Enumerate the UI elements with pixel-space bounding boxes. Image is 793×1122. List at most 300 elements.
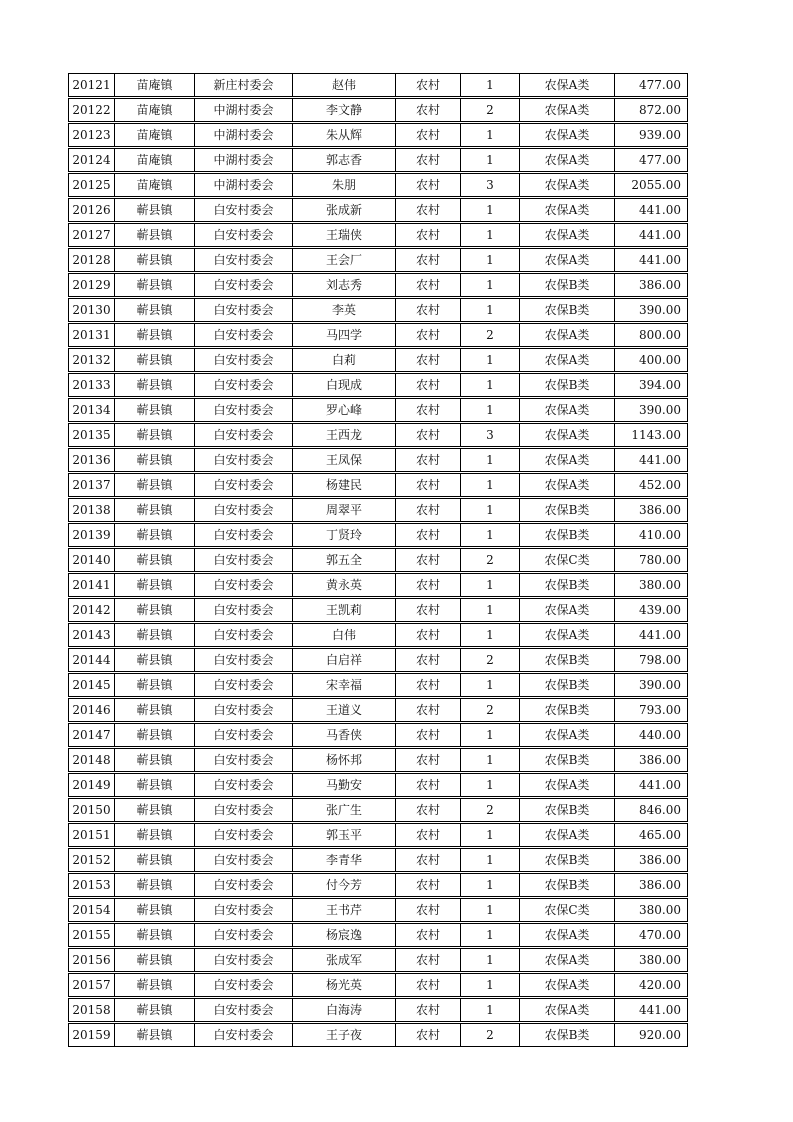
cell-person-name: 周翠平 (293, 499, 396, 521)
cell-residence-type: 农村 (396, 1024, 461, 1046)
table-row (68, 948, 688, 972)
cell-village-committee: 白安村委会 (195, 524, 293, 546)
table-row (68, 873, 688, 897)
cell-record-id: 20137 (69, 474, 115, 496)
cell-person-name: 黄永英 (293, 574, 396, 596)
cell-record-id: 20151 (69, 824, 115, 846)
cell-amount: 386.00 (639, 278, 681, 292)
table-row (68, 748, 688, 772)
cell-town: 蕲县镇 (115, 474, 195, 496)
cell-record-id: 20125 (69, 174, 115, 196)
cell-village-committee: 白安村委会 (195, 824, 293, 846)
cell-record-id: 20124 (69, 149, 115, 171)
cell-insured-count: 1 (461, 574, 520, 596)
cell-town: 蕲县镇 (115, 774, 195, 796)
table-row (68, 423, 688, 447)
cell-amount: 390.00 (639, 403, 681, 417)
cell-record-id: 20134 (69, 399, 115, 421)
cell-person-name: 张成新 (293, 199, 396, 221)
table-row (68, 373, 688, 397)
cell-insurance-class: 农保A类 (520, 249, 615, 271)
cell-record-id: 20135 (69, 424, 115, 446)
table-row (68, 798, 688, 822)
cell-village-committee: 新庄村委会 (195, 74, 293, 96)
cell-town: 蕲县镇 (115, 699, 195, 721)
table-row (68, 898, 688, 922)
cell-village-committee: 中湖村委会 (195, 149, 293, 171)
cell-town: 蕲县镇 (115, 849, 195, 871)
cell-residence-type: 农村 (396, 249, 461, 271)
cell-person-name: 王瑞侠 (293, 224, 396, 246)
cell-insured-count: 2 (461, 99, 520, 121)
cell-record-id: 20128 (69, 249, 115, 271)
cell-town: 苗庵镇 (115, 149, 195, 171)
cell-village-committee: 白安村委会 (195, 199, 293, 221)
cell-person-name: 郭玉平 (293, 824, 396, 846)
cell-amount: 386.00 (639, 878, 681, 892)
cell-insurance-class: 农保A类 (520, 424, 615, 446)
cell-residence-type: 农村 (396, 624, 461, 646)
cell-insurance-class: 农保A类 (520, 974, 615, 996)
cell-village-committee: 白安村委会 (195, 974, 293, 996)
cell-insurance-class: 农保B类 (520, 799, 615, 821)
cell-amount: 441.00 (639, 253, 681, 267)
cell-insured-count: 1 (461, 874, 520, 896)
table-row (68, 448, 688, 472)
cell-record-id: 20156 (69, 949, 115, 971)
cell-person-name: 朱朋 (293, 174, 396, 196)
cell-insured-count: 1 (461, 349, 520, 371)
table-row (68, 348, 688, 372)
cell-insured-count: 1 (461, 599, 520, 621)
cell-residence-type: 农村 (396, 999, 461, 1021)
cell-village-committee: 白安村委会 (195, 999, 293, 1021)
cell-village-committee: 白安村委会 (195, 499, 293, 521)
cell-insured-count: 1 (461, 924, 520, 946)
cell-record-id: 20146 (69, 699, 115, 721)
cell-person-name: 杨怀邦 (293, 749, 396, 771)
cell-town: 蕲县镇 (115, 574, 195, 596)
cell-amount: 846.00 (639, 803, 681, 817)
cell-insured-count: 1 (461, 849, 520, 871)
cell-insurance-class: 农保A类 (520, 924, 615, 946)
cell-residence-type: 农村 (396, 374, 461, 396)
cell-residence-type: 农村 (396, 99, 461, 121)
cell-town: 蕲县镇 (115, 874, 195, 896)
cell-town: 蕲县镇 (115, 899, 195, 921)
cell-residence-type: 农村 (396, 149, 461, 171)
cell-record-id: 20149 (69, 774, 115, 796)
cell-person-name: 马四学 (293, 324, 396, 346)
cell-insured-count: 3 (461, 174, 520, 196)
cell-record-id: 20123 (69, 124, 115, 146)
cell-person-name: 王会厂 (293, 249, 396, 271)
cell-person-name: 朱从辉 (293, 124, 396, 146)
cell-record-id: 20144 (69, 649, 115, 671)
cell-amount: 872.00 (639, 103, 681, 117)
cell-village-committee: 白安村委会 (195, 449, 293, 471)
cell-insurance-class: 农保B类 (520, 299, 615, 321)
cell-person-name: 白海涛 (293, 999, 396, 1021)
cell-insurance-class: 农保A类 (520, 774, 615, 796)
cell-insured-count: 1 (461, 149, 520, 171)
cell-town: 蕲县镇 (115, 499, 195, 521)
cell-insured-count: 1 (461, 674, 520, 696)
cell-insurance-class: 农保B类 (520, 749, 615, 771)
cell-record-id: 20140 (69, 549, 115, 571)
cell-insured-count: 1 (461, 224, 520, 246)
cell-person-name: 郭五全 (293, 549, 396, 571)
cell-person-name: 白莉 (293, 349, 396, 371)
cell-amount: 390.00 (639, 678, 681, 692)
cell-residence-type: 农村 (396, 674, 461, 696)
cell-town: 苗庵镇 (115, 124, 195, 146)
cell-village-committee: 中湖村委会 (195, 124, 293, 146)
cell-insurance-class: 农保A类 (520, 999, 615, 1021)
table-row (68, 398, 688, 422)
cell-record-id: 20143 (69, 624, 115, 646)
cell-record-id: 20121 (69, 74, 115, 96)
cell-insurance-class: 农保A类 (520, 199, 615, 221)
cell-residence-type: 农村 (396, 349, 461, 371)
cell-village-committee: 白安村委会 (195, 874, 293, 896)
cell-person-name: 李青华 (293, 849, 396, 871)
cell-town: 蕲县镇 (115, 224, 195, 246)
cell-insurance-class: 农保B类 (520, 499, 615, 521)
cell-insured-count: 3 (461, 424, 520, 446)
cell-person-name: 王凤保 (293, 449, 396, 471)
cell-amount: 470.00 (639, 928, 681, 942)
cell-record-id: 20158 (69, 999, 115, 1021)
cell-person-name: 郭志香 (293, 149, 396, 171)
cell-person-name: 赵伟 (293, 74, 396, 96)
cell-insured-count: 2 (461, 549, 520, 571)
cell-insurance-class: 农保C类 (520, 549, 615, 571)
cell-amount: 386.00 (639, 753, 681, 767)
cell-residence-type: 农村 (396, 574, 461, 596)
cell-person-name: 杨宸逸 (293, 924, 396, 946)
table-row (68, 73, 688, 97)
cell-amount: 380.00 (639, 953, 681, 967)
cell-town: 蕲县镇 (115, 524, 195, 546)
cell-person-name: 李文静 (293, 99, 396, 121)
cell-town: 蕲县镇 (115, 274, 195, 296)
cell-person-name: 王道义 (293, 699, 396, 721)
cell-insurance-class: 农保A类 (520, 949, 615, 971)
cell-village-committee: 白安村委会 (195, 574, 293, 596)
table-row (68, 973, 688, 997)
table-row (68, 98, 688, 122)
cell-town: 蕲县镇 (115, 599, 195, 621)
cell-amount: 400.00 (639, 353, 681, 367)
cell-record-id: 20150 (69, 799, 115, 821)
cell-amount: 439.00 (639, 603, 681, 617)
cell-residence-type: 农村 (396, 124, 461, 146)
cell-village-committee: 白安村委会 (195, 699, 293, 721)
cell-insured-count: 1 (461, 274, 520, 296)
cell-village-committee: 白安村委会 (195, 1024, 293, 1046)
cell-amount: 452.00 (639, 478, 681, 492)
cell-town: 蕲县镇 (115, 724, 195, 746)
cell-town: 蕲县镇 (115, 1024, 195, 1046)
cell-amount: 441.00 (639, 228, 681, 242)
cell-amount: 920.00 (639, 1028, 681, 1042)
cell-insured-count: 1 (461, 299, 520, 321)
cell-village-committee: 白安村委会 (195, 374, 293, 396)
cell-record-id: 20122 (69, 99, 115, 121)
table-row (68, 473, 688, 497)
table-row (68, 598, 688, 622)
cell-town: 蕲县镇 (115, 999, 195, 1021)
cell-record-id: 20155 (69, 924, 115, 946)
cell-person-name: 李英 (293, 299, 396, 321)
cell-person-name: 罗心峰 (293, 399, 396, 421)
cell-insurance-class: 农保A类 (520, 224, 615, 246)
cell-town: 苗庵镇 (115, 74, 195, 96)
cell-insurance-class: 农保B类 (520, 274, 615, 296)
cell-person-name: 杨光英 (293, 974, 396, 996)
cell-residence-type: 农村 (396, 599, 461, 621)
cell-insured-count: 1 (461, 474, 520, 496)
cell-village-committee: 白安村委会 (195, 924, 293, 946)
cell-insurance-class: 农保B类 (520, 849, 615, 871)
cell-insurance-class: 农保A类 (520, 624, 615, 646)
cell-record-id: 20153 (69, 874, 115, 896)
cell-residence-type: 农村 (396, 174, 461, 196)
cell-amount: 410.00 (639, 528, 681, 542)
cell-town: 蕲县镇 (115, 824, 195, 846)
cell-residence-type: 农村 (396, 399, 461, 421)
cell-residence-type: 农村 (396, 474, 461, 496)
cell-residence-type: 农村 (396, 799, 461, 821)
cell-insurance-class: 农保A类 (520, 99, 615, 121)
cell-insured-count: 1 (461, 499, 520, 521)
cell-residence-type: 农村 (396, 524, 461, 546)
cell-amount: 380.00 (639, 578, 681, 592)
table-row (68, 648, 688, 672)
cell-village-committee: 白安村委会 (195, 424, 293, 446)
cell-town: 蕲县镇 (115, 549, 195, 571)
cell-village-committee: 白安村委会 (195, 474, 293, 496)
cell-amount: 386.00 (639, 503, 681, 517)
cell-person-name: 王子夜 (293, 1024, 396, 1046)
insurance-table (68, 73, 688, 1048)
table-row (68, 123, 688, 147)
table-row (68, 523, 688, 547)
cell-insured-count: 1 (461, 624, 520, 646)
cell-insured-count: 1 (461, 749, 520, 771)
cell-record-id: 20145 (69, 674, 115, 696)
cell-insurance-class: 农保B类 (520, 649, 615, 671)
cell-record-id: 20127 (69, 224, 115, 246)
cell-insurance-class: 农保B类 (520, 699, 615, 721)
cell-record-id: 20141 (69, 574, 115, 596)
cell-record-id: 20154 (69, 899, 115, 921)
cell-person-name: 杨建民 (293, 474, 396, 496)
cell-record-id: 20157 (69, 974, 115, 996)
cell-village-committee: 白安村委会 (195, 549, 293, 571)
cell-amount: 939.00 (639, 128, 681, 142)
table-row (68, 298, 688, 322)
cell-insured-count: 1 (461, 449, 520, 471)
cell-residence-type: 农村 (396, 274, 461, 296)
cell-amount: 780.00 (639, 553, 681, 567)
table-row (68, 673, 688, 697)
table-row (68, 223, 688, 247)
cell-residence-type: 农村 (396, 874, 461, 896)
table-row (68, 323, 688, 347)
cell-village-committee: 白安村委会 (195, 599, 293, 621)
cell-person-name: 马勤安 (293, 774, 396, 796)
cell-village-committee: 白安村委会 (195, 624, 293, 646)
cell-village-committee: 白安村委会 (195, 299, 293, 321)
cell-insurance-class: 农保A类 (520, 324, 615, 346)
table-row (68, 1023, 688, 1047)
cell-insurance-class: 农保A类 (520, 74, 615, 96)
cell-insured-count: 1 (461, 74, 520, 96)
cell-amount: 793.00 (639, 703, 681, 717)
cell-person-name: 白现成 (293, 374, 396, 396)
cell-person-name: 刘志秀 (293, 274, 396, 296)
cell-record-id: 20147 (69, 724, 115, 746)
cell-person-name: 宋幸福 (293, 674, 396, 696)
cell-town: 蕲县镇 (115, 374, 195, 396)
cell-residence-type: 农村 (396, 549, 461, 571)
cell-village-committee: 中湖村委会 (195, 99, 293, 121)
cell-person-name: 白启祥 (293, 649, 396, 671)
cell-record-id: 20132 (69, 349, 115, 371)
cell-town: 蕲县镇 (115, 674, 195, 696)
cell-insured-count: 2 (461, 649, 520, 671)
cell-town: 蕲县镇 (115, 424, 195, 446)
table-row (68, 498, 688, 522)
table-row (68, 773, 688, 797)
table-row (68, 173, 688, 197)
cell-residence-type: 农村 (396, 824, 461, 846)
cell-insurance-class: 农保A类 (520, 349, 615, 371)
cell-town: 蕲县镇 (115, 324, 195, 346)
table-row (68, 623, 688, 647)
cell-record-id: 20130 (69, 299, 115, 321)
cell-insurance-class: 农保A类 (520, 474, 615, 496)
cell-amount: 390.00 (639, 303, 681, 317)
cell-person-name: 王西龙 (293, 424, 396, 446)
cell-residence-type: 农村 (396, 749, 461, 771)
cell-insured-count: 1 (461, 399, 520, 421)
cell-residence-type: 农村 (396, 199, 461, 221)
cell-insured-count: 1 (461, 199, 520, 221)
cell-insured-count: 1 (461, 899, 520, 921)
cell-insured-count: 1 (461, 999, 520, 1021)
cell-town: 蕲县镇 (115, 624, 195, 646)
cell-residence-type: 农村 (396, 499, 461, 521)
cell-town: 蕲县镇 (115, 649, 195, 671)
cell-village-committee: 白安村委会 (195, 649, 293, 671)
cell-insured-count: 1 (461, 524, 520, 546)
cell-town: 蕲县镇 (115, 249, 195, 271)
cell-insured-count: 1 (461, 724, 520, 746)
cell-town: 蕲县镇 (115, 349, 195, 371)
cell-town: 蕲县镇 (115, 449, 195, 471)
cell-insured-count: 1 (461, 974, 520, 996)
cell-village-committee: 白安村委会 (195, 324, 293, 346)
table-row (68, 823, 688, 847)
cell-town: 蕲县镇 (115, 749, 195, 771)
cell-record-id: 20152 (69, 849, 115, 871)
cell-amount: 1143.00 (631, 428, 681, 442)
cell-insurance-class: 农保C类 (520, 899, 615, 921)
cell-person-name: 张广生 (293, 799, 396, 821)
table-row (68, 848, 688, 872)
table-row (68, 273, 688, 297)
table-row (68, 198, 688, 222)
cell-insured-count: 2 (461, 324, 520, 346)
cell-insured-count: 1 (461, 374, 520, 396)
table-row (68, 573, 688, 597)
cell-town: 蕲县镇 (115, 399, 195, 421)
cell-person-name: 张成军 (293, 949, 396, 971)
cell-record-id: 20136 (69, 449, 115, 471)
cell-village-committee: 白安村委会 (195, 799, 293, 821)
table-row (68, 698, 688, 722)
cell-village-committee: 白安村委会 (195, 849, 293, 871)
cell-insured-count: 1 (461, 249, 520, 271)
cell-person-name: 白伟 (293, 624, 396, 646)
cell-town: 蕲县镇 (115, 299, 195, 321)
cell-record-id: 20138 (69, 499, 115, 521)
cell-residence-type: 农村 (396, 424, 461, 446)
cell-town: 蕲县镇 (115, 924, 195, 946)
cell-person-name: 王书芹 (293, 899, 396, 921)
cell-village-committee: 白安村委会 (195, 899, 293, 921)
cell-amount: 798.00 (639, 653, 681, 667)
cell-town: 蕲县镇 (115, 799, 195, 821)
cell-insured-count: 1 (461, 774, 520, 796)
cell-amount: 394.00 (639, 378, 681, 392)
cell-village-committee: 白安村委会 (195, 774, 293, 796)
cell-amount: 440.00 (639, 728, 681, 742)
cell-insured-count: 1 (461, 124, 520, 146)
cell-residence-type: 农村 (396, 974, 461, 996)
cell-insurance-class: 农保A类 (520, 724, 615, 746)
cell-insurance-class: 农保A类 (520, 174, 615, 196)
cell-village-committee: 白安村委会 (195, 724, 293, 746)
cell-amount: 800.00 (639, 328, 681, 342)
cell-amount: 441.00 (639, 453, 681, 467)
cell-record-id: 20142 (69, 599, 115, 621)
cell-insured-count: 2 (461, 799, 520, 821)
cell-amount: 441.00 (639, 778, 681, 792)
cell-insurance-class: 农保B类 (520, 1024, 615, 1046)
cell-amount: 386.00 (639, 853, 681, 867)
cell-residence-type: 农村 (396, 649, 461, 671)
cell-residence-type: 农村 (396, 949, 461, 971)
cell-town: 蕲县镇 (115, 199, 195, 221)
cell-residence-type: 农村 (396, 324, 461, 346)
cell-amount: 380.00 (639, 903, 681, 917)
cell-person-name: 王凯莉 (293, 599, 396, 621)
cell-insurance-class: 农保A类 (520, 149, 615, 171)
table-row (68, 723, 688, 747)
cell-village-committee: 白安村委会 (195, 224, 293, 246)
cell-record-id: 20133 (69, 374, 115, 396)
cell-insured-count: 1 (461, 949, 520, 971)
cell-amount: 2055.00 (631, 178, 681, 192)
cell-person-name: 丁贤玲 (293, 524, 396, 546)
cell-residence-type: 农村 (396, 774, 461, 796)
cell-amount: 441.00 (639, 628, 681, 642)
cell-village-committee: 白安村委会 (195, 249, 293, 271)
